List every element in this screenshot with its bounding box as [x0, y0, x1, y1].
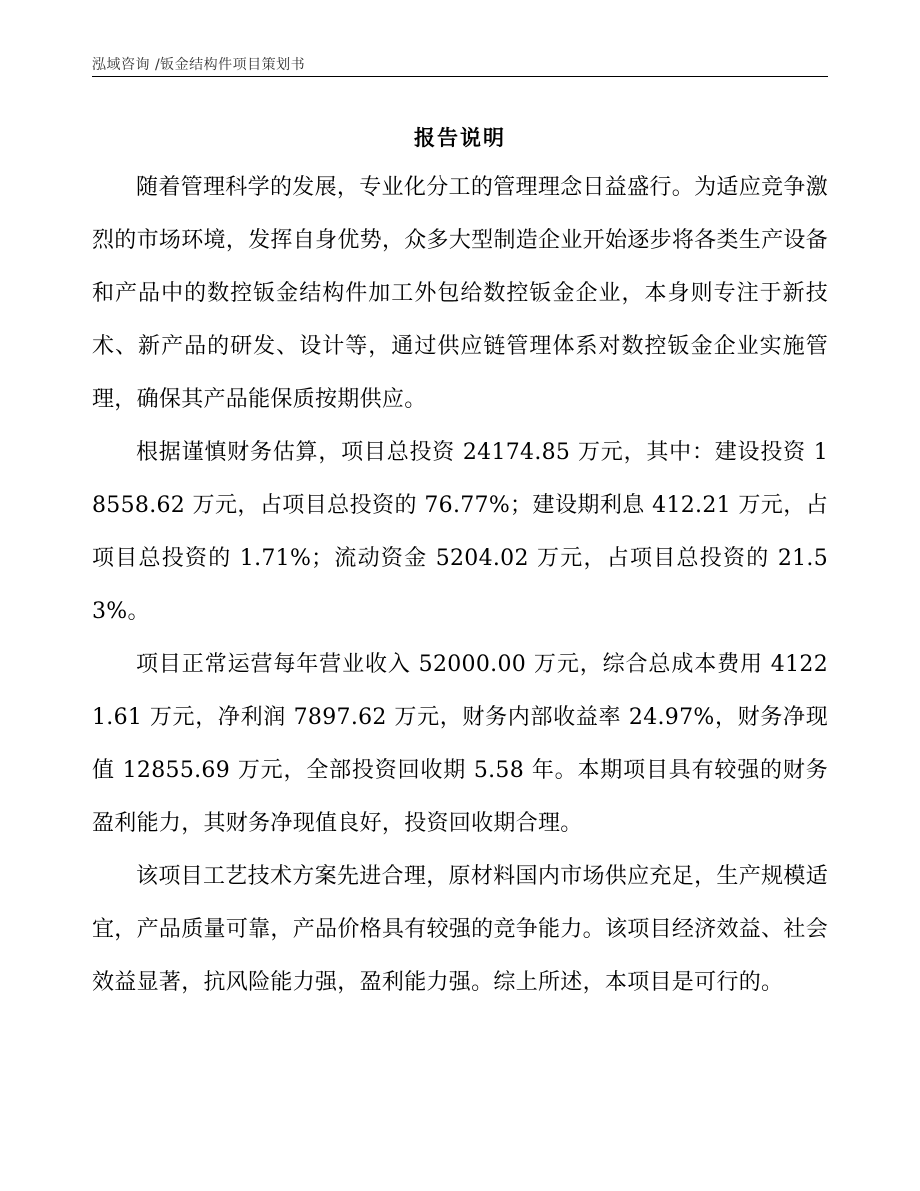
header-text: 泓域咨询 /钣金结构件项目策划书 [92, 57, 306, 73]
paragraph: 根据谨慎财务估算，项目总投资 24174.85 万元，其中：建设投资 18558.62 万元，占项目总投资的 76.77%；建设期利息 412.21 万元，占项目总投资的 1.71%；流动资金 5204.02 万元，占项目总投资的 21.53%。 [92, 440, 828, 624]
paragraph: 项目正常运营每年营业收入 52000.00 万元，综合总成本费用 41221.61 万元，净利润 7897.62 万元，财务内部收益率 24.97%，财务净现值 12855.69 万元，全部投资回收期 5.58 年。本期项目具有较强的财务盈利能力，其财务净现值良好，投资回收期合理。 [92, 652, 828, 836]
page-header [92, 50, 828, 77]
report-body [92, 161, 828, 1009]
page-title: 报告说明 [414, 126, 506, 150]
paragraph: 随着管理科学的发展，专业化分工的管理理念日益盛行。为适应竞争激烈的市场环境，发挥自身优势，众多大型制造企业开始逐步将各类生产设备和产品中的数控钣金结构件加工外包给数控钣金企业，本身则专注于新技术、新产品的研发、设计等，通过供应链管理体系对数控钣金企业实施管理，确保其产品能保质按期供应。 [92, 175, 828, 412]
paragraph: 该项目工艺技术方案先进合理，原材料国内市场供应充足，生产规模适宜，产品质量可靠，产品价格具有较强的竞争能力。该项目经济效益、社会效益显著，抗风险能力强，盈利能力强。综上所述，本项目是可行的。 [92, 864, 828, 995]
